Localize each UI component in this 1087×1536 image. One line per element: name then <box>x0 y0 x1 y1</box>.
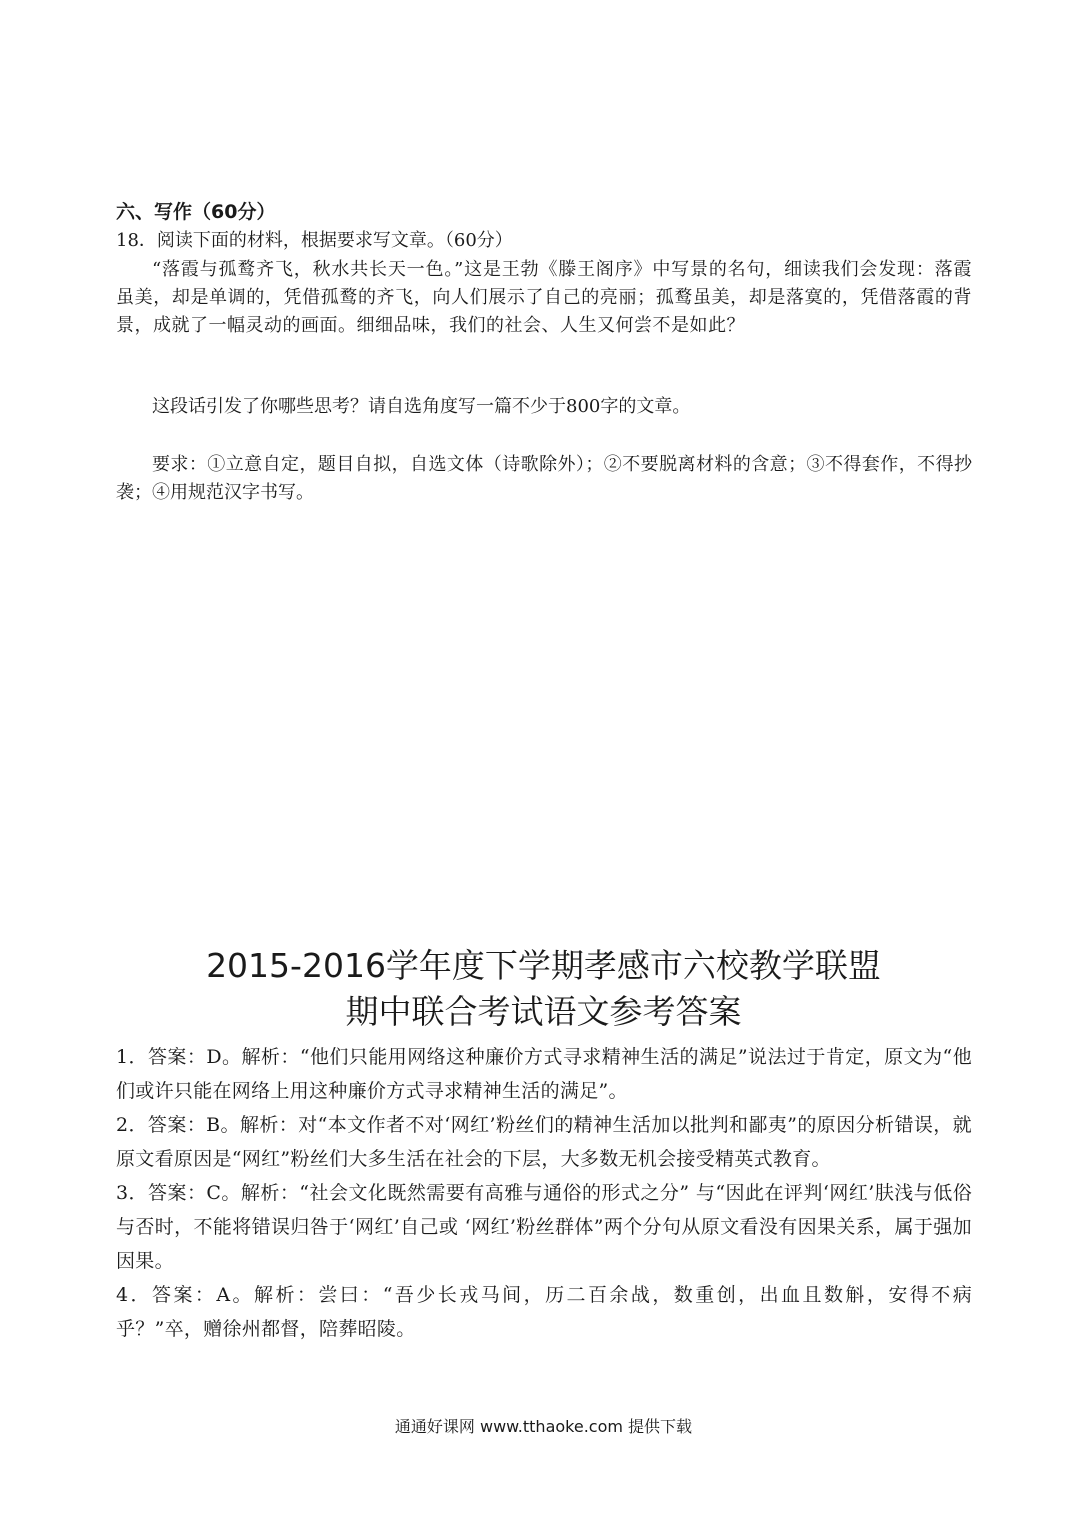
answer-key-title-line2: 期中联合考试语文参考答案 <box>345 992 742 1031</box>
writing-requirements: 要求：①立意自定，题目自拟，自选文体（诗歌除外）；②不要脱离材料的含意；③不得套作，不得抄袭；④用规范汉字书写。 <box>116 454 972 503</box>
writing-prompt: 这段话引发了你哪些思考？请自选角度写一篇不少于800字的文章。 <box>152 396 691 417</box>
material-paragraph: “落霞与孤鹜齐飞，秋水共长天一色。”这是王勃《滕王阁序》中写景的名句，细读我们会发现：落霞虽美，却是单调的，凭借孤鹜的齐飞，向人们展示了自己的亮丽；孤鹜虽美，却是落寞的，凭借落霞的背景，成就了一幅灵动的画面。细细品味，我们的社会、人生又何尝不是如此？ <box>116 259 972 336</box>
answer-item-2: 2．答案：B。解析：对“本文作者不对‘网红’粉丝们的精神生活加以批判和鄙夷”的原因分析错误，就原文看原因是“网红”粉丝们大多生活在社会的下层，大多数无机会接受精英式教育。 <box>116 1114 972 1170</box>
answer-item-4: 4．答案：A。解析：尝曰：“吾少长戎马间，历二百余战，数重创，出血且数斛，安得不病乎？”卒，赠徐州都督，陪葬昭陵。 <box>116 1284 972 1340</box>
answer-item-1: 1．答案：D。解析：“他们只能用网络这种廉价方式寻求精神生活的满足”说法过于肯定，原文为“他们或许只能在网络上用这种廉价方式寻求精神生活的满足”。 <box>116 1046 972 1102</box>
answer-key-title-line1: 2015-2016学年度下学期孝感市六校教学联盟 <box>206 946 881 985</box>
page-footer: 通通好课网 www.tthaoke.com 提供下载 <box>394 1417 693 1436</box>
question-18: 18．阅读下面的材料，根据要求写文章。（60分） <box>116 230 513 251</box>
answer-item-3: 3．答案：C。解析：“社会文化既然需要有高雅与通俗的形式之分” 与“因此在评判‘网红’肤浅与低俗与否时，不能将错误归咎于‘网红’自己或 ‘网红’粉丝群体”两个分句从原文看没有因果关系，属于强加因果。 <box>116 1182 972 1272</box>
answer-list <box>116 1040 972 1346</box>
section-title: 六、写作（60分） <box>116 201 276 223</box>
